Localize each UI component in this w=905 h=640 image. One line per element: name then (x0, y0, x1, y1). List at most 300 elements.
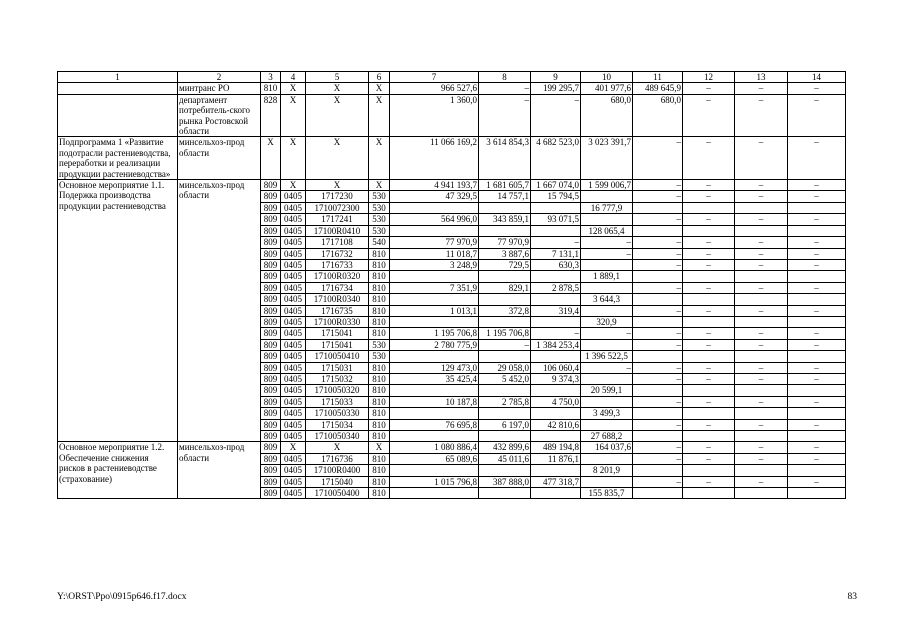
value-cell: 477 318,7 (531, 476, 581, 487)
value-cell: 4 682 523,0 (531, 137, 581, 180)
value-cell: 0405 (281, 351, 306, 362)
value-cell (390, 351, 479, 362)
value-cell: – (683, 373, 735, 384)
value-cell (735, 294, 788, 305)
value-cell: – (735, 328, 788, 339)
value-cell: – (633, 328, 683, 339)
value-cell (531, 385, 581, 396)
value-cell (633, 408, 683, 419)
header-row (58, 72, 846, 83)
responsible-cell: минсельхоз-прод области (178, 442, 261, 499)
value-cell: 29 058,0 (479, 362, 531, 373)
value-cell: – (683, 83, 735, 94)
value-cell: 0405 (281, 431, 306, 442)
value-cell: – (788, 419, 846, 430)
value-cell: – (683, 282, 735, 293)
value-cell: 1 015 796,8 (390, 476, 479, 487)
value-cell: 810 (369, 248, 390, 259)
value-cell: X (369, 137, 390, 180)
value-cell: 0405 (281, 419, 306, 430)
value-cell (788, 351, 846, 362)
value-cell: – (531, 94, 581, 137)
value-cell: 0405 (281, 225, 306, 236)
value-cell (683, 431, 735, 442)
value-cell: – (735, 180, 788, 191)
value-cell: 3 614 854,3 (479, 137, 531, 180)
value-cell: – (479, 339, 531, 350)
value-cell: – (633, 248, 683, 259)
value-cell: – (633, 419, 683, 430)
value-cell: 17100R0320 (306, 271, 369, 282)
value-cell: 829,1 (479, 282, 531, 293)
value-cell: 0405 (281, 328, 306, 339)
value-cell (788, 431, 846, 442)
value-cell: – (479, 94, 531, 137)
value-cell (788, 316, 846, 327)
value-cell: 1710072300 (306, 202, 369, 213)
value-cell: – (735, 305, 788, 316)
value-cell (683, 351, 735, 362)
value-cell: – (735, 396, 788, 407)
value-cell: 810 (369, 282, 390, 293)
value-cell (531, 408, 581, 419)
value-cell: 810 (369, 488, 390, 499)
value-cell: – (581, 237, 633, 248)
value-cell: – (683, 94, 735, 137)
value-cell: 164 037,6 (581, 442, 633, 453)
value-cell: – (735, 137, 788, 180)
value-cell (581, 282, 633, 293)
value-cell (735, 351, 788, 362)
value-cell: 0405 (281, 488, 306, 499)
value-cell (479, 465, 531, 476)
value-cell (735, 408, 788, 419)
column-header: 6 (369, 72, 390, 83)
value-cell: – (735, 214, 788, 225)
value-cell: 489 194,8 (531, 442, 581, 453)
value-cell: – (633, 453, 683, 464)
value-cell: – (788, 237, 846, 248)
value-cell: 828 (261, 94, 281, 137)
value-cell (479, 488, 531, 499)
value-cell: – (735, 419, 788, 430)
value-cell: 1 360,0 (390, 94, 479, 137)
value-cell: 8 201,9 (581, 465, 633, 476)
value-cell: 1715041 (306, 328, 369, 339)
value-cell: – (581, 248, 633, 259)
value-cell: 810 (369, 328, 390, 339)
value-cell: – (633, 339, 683, 350)
value-cell: 810 (261, 83, 281, 94)
value-cell: – (683, 191, 735, 202)
value-cell: – (683, 362, 735, 373)
value-cell: 11 066 169,2 (390, 137, 479, 180)
value-cell: 1716736 (306, 453, 369, 464)
value-cell: 540 (369, 237, 390, 248)
column-header: 3 (261, 72, 281, 83)
value-cell: 809 (261, 419, 281, 430)
value-cell (633, 465, 683, 476)
value-cell (683, 271, 735, 282)
value-cell: 809 (261, 453, 281, 464)
value-cell: 1 013,1 (390, 305, 479, 316)
value-cell: 1710050400 (306, 488, 369, 499)
page-number: 83 (847, 592, 857, 602)
value-cell (735, 271, 788, 282)
program-name-cell (58, 83, 178, 94)
value-cell: 809 (261, 294, 281, 305)
value-cell: 4 750,0 (531, 396, 581, 407)
value-cell: 128 065,4 (581, 225, 633, 236)
value-cell: – (788, 339, 846, 350)
value-cell: – (633, 237, 683, 248)
value-cell (788, 225, 846, 236)
value-cell (531, 316, 581, 327)
value-cell: – (735, 373, 788, 384)
value-cell: – (581, 328, 633, 339)
value-cell: 1 195 706,8 (390, 328, 479, 339)
value-cell (390, 271, 479, 282)
value-cell: – (633, 442, 683, 453)
value-cell: 809 (261, 259, 281, 270)
value-cell (683, 225, 735, 236)
value-cell: 0405 (281, 465, 306, 476)
value-cell: 680,0 (581, 94, 633, 137)
value-cell: 1715040 (306, 476, 369, 487)
value-cell: 1 396 522,5 (581, 351, 633, 362)
value-cell (581, 214, 633, 225)
value-cell: – (683, 214, 735, 225)
value-cell: 809 (261, 351, 281, 362)
value-cell: X (369, 180, 390, 191)
value-cell (390, 225, 479, 236)
program-name-cell (58, 94, 178, 137)
table-row (58, 83, 846, 94)
value-cell (683, 465, 735, 476)
value-cell (683, 202, 735, 213)
value-cell: X (281, 94, 306, 137)
value-cell: 387 888,0 (479, 476, 531, 487)
value-cell (633, 294, 683, 305)
value-cell: – (633, 305, 683, 316)
value-cell: 9 374,3 (531, 373, 581, 384)
value-cell: 319,4 (531, 305, 581, 316)
value-cell: – (788, 180, 846, 191)
column-header: 11 (633, 72, 683, 83)
value-cell: 199 295,7 (531, 83, 581, 94)
responsible-cell: минсельхоз-прод области (178, 180, 261, 442)
value-cell: – (633, 191, 683, 202)
value-cell (735, 465, 788, 476)
value-cell: 372,8 (479, 305, 531, 316)
value-cell: 17100R0400 (306, 465, 369, 476)
value-cell: 530 (369, 225, 390, 236)
value-cell (390, 385, 479, 396)
value-cell: – (788, 362, 846, 373)
value-cell: – (633, 137, 683, 180)
value-cell: 809 (261, 191, 281, 202)
value-cell: 809 (261, 476, 281, 487)
column-header: 1 (58, 72, 178, 83)
value-cell (735, 202, 788, 213)
value-cell: 809 (261, 271, 281, 282)
value-cell: 3 248,9 (390, 259, 479, 270)
value-cell: 1716734 (306, 282, 369, 293)
value-cell: – (581, 362, 633, 373)
value-cell (479, 294, 531, 305)
value-cell: 1716733 (306, 259, 369, 270)
value-cell (735, 488, 788, 499)
value-cell: X (369, 94, 390, 137)
value-cell: 0405 (281, 339, 306, 350)
value-cell: – (735, 442, 788, 453)
value-cell (390, 408, 479, 419)
value-cell (479, 408, 531, 419)
value-cell: 1710050320 (306, 385, 369, 396)
value-cell: 106 060,4 (531, 362, 581, 373)
value-cell: – (531, 237, 581, 248)
value-cell: 810 (369, 259, 390, 270)
value-cell: – (479, 83, 531, 94)
value-cell: – (633, 396, 683, 407)
value-cell: 14 757,1 (479, 191, 531, 202)
value-cell (390, 294, 479, 305)
value-cell: – (683, 305, 735, 316)
value-cell: 810 (369, 419, 390, 430)
value-cell: 1715034 (306, 419, 369, 430)
value-cell (633, 351, 683, 362)
value-cell: – (735, 282, 788, 293)
value-cell: – (788, 83, 846, 94)
value-cell: – (633, 362, 683, 373)
value-cell: – (683, 442, 735, 453)
value-cell: 432 899,6 (479, 442, 531, 453)
value-cell (788, 202, 846, 213)
value-cell (479, 225, 531, 236)
value-cell: 3 499,3 (581, 408, 633, 419)
value-cell: – (683, 180, 735, 191)
value-cell: 1717108 (306, 237, 369, 248)
value-cell: 1715032 (306, 373, 369, 384)
value-cell: 1 080 886,4 (390, 442, 479, 453)
value-cell: – (683, 259, 735, 270)
program-name-cell: Подпрограмма 1 «Развитие подотрасли растениеводства, переработки и реализации продукции растениеводства» (58, 137, 178, 180)
value-cell (735, 385, 788, 396)
value-cell (788, 271, 846, 282)
value-cell (581, 419, 633, 430)
value-cell (581, 453, 633, 464)
value-cell: 809 (261, 282, 281, 293)
value-cell (633, 202, 683, 213)
value-cell: 129 473,0 (390, 362, 479, 373)
column-header: 9 (531, 72, 581, 83)
value-cell: 809 (261, 305, 281, 316)
value-cell: 564 996,0 (390, 214, 479, 225)
value-cell: 1715041 (306, 339, 369, 350)
value-cell: 0405 (281, 453, 306, 464)
value-cell: – (788, 453, 846, 464)
value-cell: – (788, 191, 846, 202)
column-header: 14 (788, 72, 846, 83)
value-cell: 0405 (281, 385, 306, 396)
value-cell: 1717230 (306, 191, 369, 202)
value-cell: – (788, 328, 846, 339)
value-cell: 0405 (281, 191, 306, 202)
value-cell: 809 (261, 488, 281, 499)
value-cell: X (281, 137, 306, 180)
value-cell: 530 (369, 351, 390, 362)
value-cell: – (735, 339, 788, 350)
value-cell: 7 351,9 (390, 282, 479, 293)
value-cell (531, 225, 581, 236)
value-cell: 0405 (281, 373, 306, 384)
value-cell (390, 316, 479, 327)
value-cell: 530 (369, 214, 390, 225)
value-cell: – (683, 476, 735, 487)
value-cell: X (281, 442, 306, 453)
value-cell: 809 (261, 339, 281, 350)
value-cell: – (633, 373, 683, 384)
value-cell: 1715031 (306, 362, 369, 373)
value-cell: 810 (369, 431, 390, 442)
value-cell (479, 351, 531, 362)
value-cell (581, 396, 633, 407)
value-cell (633, 271, 683, 282)
value-cell: – (683, 237, 735, 248)
value-cell (633, 225, 683, 236)
value-cell: 16 777,9 (581, 202, 633, 213)
value-cell (479, 316, 531, 327)
value-cell: 1716735 (306, 305, 369, 316)
value-cell (788, 294, 846, 305)
value-cell: 17100R0330 (306, 316, 369, 327)
value-cell: – (683, 453, 735, 464)
table-row (58, 94, 846, 137)
value-cell: 810 (369, 396, 390, 407)
value-cell: 809 (261, 408, 281, 419)
value-cell: 11 876,1 (531, 453, 581, 464)
value-cell: 1710050340 (306, 431, 369, 442)
value-cell: 810 (369, 271, 390, 282)
value-cell: 0405 (281, 214, 306, 225)
value-cell: 1 667 074,0 (531, 180, 581, 191)
value-cell: 10 187,8 (390, 396, 479, 407)
value-cell: 0405 (281, 396, 306, 407)
value-cell: – (735, 362, 788, 373)
value-cell: – (633, 282, 683, 293)
value-cell: – (788, 442, 846, 453)
value-cell: 1 384 253,4 (531, 339, 581, 350)
value-cell: X (306, 442, 369, 453)
value-cell (479, 271, 531, 282)
value-cell: – (788, 282, 846, 293)
value-cell: 1710050330 (306, 408, 369, 419)
column-header: 13 (735, 72, 788, 83)
value-cell: 0405 (281, 271, 306, 282)
value-cell: 11 018,7 (390, 248, 479, 259)
value-cell: 0405 (281, 237, 306, 248)
value-cell: 810 (369, 385, 390, 396)
value-cell (683, 488, 735, 499)
value-cell: X (281, 83, 306, 94)
value-cell: 810 (369, 453, 390, 464)
value-cell (531, 271, 581, 282)
value-cell: – (735, 94, 788, 137)
value-cell: 530 (369, 191, 390, 202)
value-cell: 809 (261, 431, 281, 442)
column-header: 7 (390, 72, 479, 83)
value-cell: – (735, 476, 788, 487)
value-cell: X (306, 83, 369, 94)
value-cell (633, 316, 683, 327)
value-cell (788, 408, 846, 419)
value-cell: 47 329,5 (390, 191, 479, 202)
value-cell (581, 191, 633, 202)
value-cell: 530 (369, 339, 390, 350)
value-cell: – (683, 328, 735, 339)
value-cell: 6 197,0 (479, 419, 531, 430)
value-cell: – (683, 248, 735, 259)
value-cell: X (369, 442, 390, 453)
table-row (58, 137, 846, 180)
value-cell: 809 (261, 248, 281, 259)
value-cell: 1717241 (306, 214, 369, 225)
value-cell (479, 431, 531, 442)
value-cell: 93 071,5 (531, 214, 581, 225)
value-cell (479, 385, 531, 396)
value-cell: 530 (369, 202, 390, 213)
value-cell: – (788, 94, 846, 137)
value-cell: 27 688,2 (581, 431, 633, 442)
value-cell: – (683, 339, 735, 350)
value-cell: 42 810,6 (531, 419, 581, 430)
value-cell: – (531, 328, 581, 339)
value-cell: 0405 (281, 408, 306, 419)
column-header: 8 (479, 72, 531, 83)
value-cell: X (306, 94, 369, 137)
value-cell (390, 488, 479, 499)
value-cell: 35 425,4 (390, 373, 479, 384)
value-cell (683, 316, 735, 327)
value-cell: – (735, 259, 788, 270)
value-cell: – (788, 305, 846, 316)
value-cell (633, 488, 683, 499)
value-cell: 810 (369, 294, 390, 305)
value-cell: – (633, 259, 683, 270)
program-name-cell: Основное мероприятие 1.1. Подержка производства продукции растениеводства (58, 180, 178, 442)
value-cell: 810 (369, 408, 390, 419)
value-cell: 4 941 193,7 (390, 180, 479, 191)
value-cell: 5 452,0 (479, 373, 531, 384)
table-row (58, 180, 846, 191)
value-cell: – (788, 248, 846, 259)
value-cell: 729,5 (479, 259, 531, 270)
value-cell: X (306, 180, 369, 191)
value-cell: 343 859,1 (479, 214, 531, 225)
value-cell: 0405 (281, 316, 306, 327)
value-cell (581, 259, 633, 270)
value-cell: 809 (261, 465, 281, 476)
value-cell: X (281, 180, 306, 191)
value-cell: – (735, 191, 788, 202)
value-cell: 65 089,6 (390, 453, 479, 464)
column-header: 2 (178, 72, 261, 83)
budget-table (57, 71, 846, 499)
value-cell: X (306, 137, 369, 180)
value-cell: 17100R0340 (306, 294, 369, 305)
value-cell: 809 (261, 385, 281, 396)
value-cell: 809 (261, 180, 281, 191)
